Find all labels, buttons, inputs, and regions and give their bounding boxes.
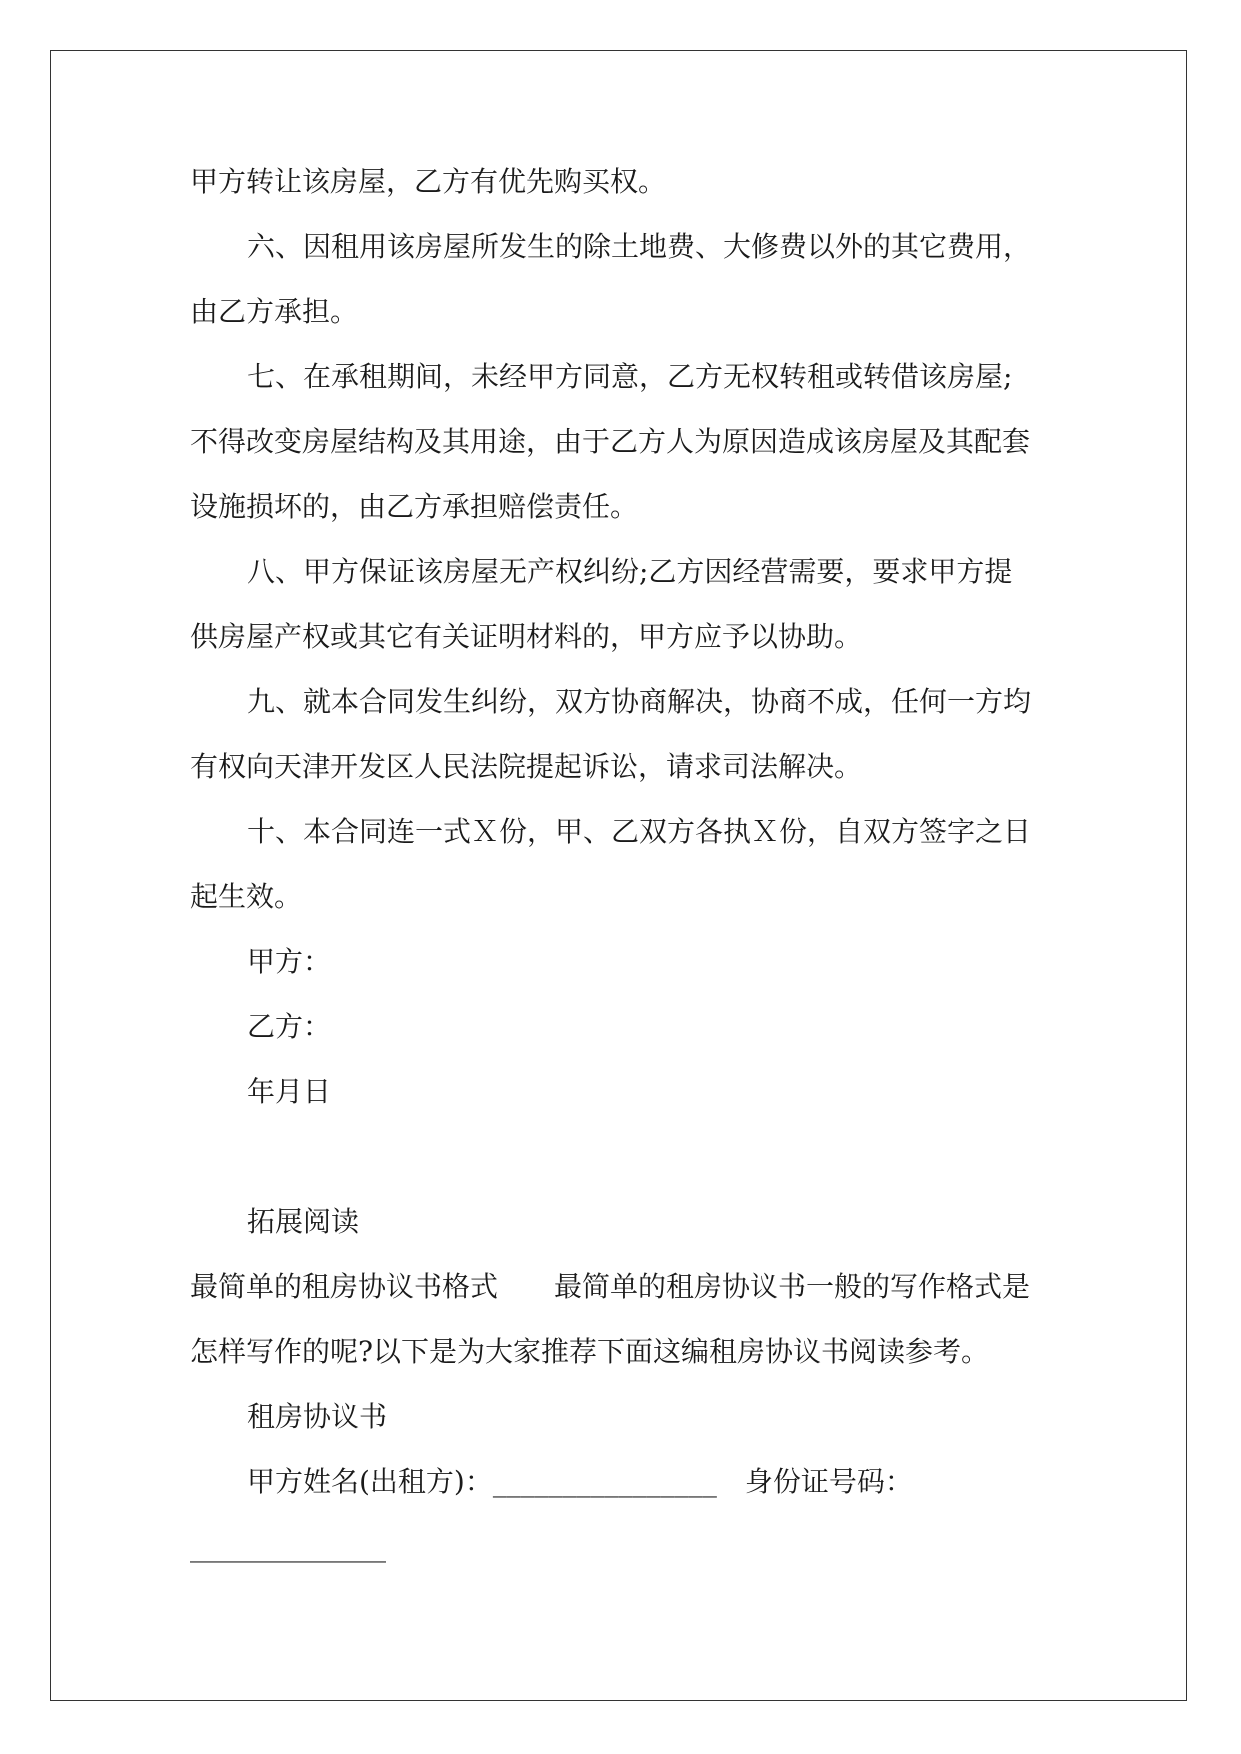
text-line: 有权向天津开发区人民法院提起诉讼，请求司法解决。	[190, 750, 863, 783]
text-line: 十、本合同连一式Ｘ份，甲、乙双方各执Ｘ份，自双方签字之日	[247, 815, 1032, 848]
id-number-blank: ______________	[190, 1530, 386, 1563]
text-line: 七、在承租期间，未经甲方同意，乙方无权转租或转借该房屋;	[247, 360, 1013, 393]
text-line: 八、甲方保证该房屋无产权纠纷;乙方因经营需要，要求甲方提	[247, 555, 1013, 588]
text-line: 设施损坏的，由乙方承担赔偿责任。	[190, 490, 639, 523]
section-heading: 拓展阅读	[247, 1205, 360, 1238]
text-line: 九、就本合同发生纠纷，双方协商解决，协商不成，任何一方均	[247, 685, 1032, 718]
text-line: 怎样写作的呢?以下是为大家推荐下面这编租房协议书阅读参考。	[190, 1335, 990, 1368]
signature-party-a: 甲方：	[247, 945, 332, 978]
landlord-name-field: 甲方姓名(出租方)：________________ 身份证号码：	[247, 1465, 913, 1498]
text-line: 最简单的租房协议书格式 最简单的租房协议书一般的写作格式是	[190, 1270, 1031, 1303]
text-line: 六、因租用该房屋所发生的除土地费、大修费以外的其它费用，	[247, 230, 1032, 263]
text-line: 不得改变房屋结构及其用途，由于乙方人为原因造成该房屋及其配套	[190, 425, 1031, 458]
signature-date: 年月日	[247, 1075, 332, 1108]
agreement-title: 租房协议书	[247, 1400, 388, 1433]
text-line: 供房屋产权或其它有关证明材料的，甲方应予以协助。	[190, 620, 863, 653]
text-line: 起生效。	[190, 880, 303, 913]
text-line: 甲方转让该房屋，乙方有优先购买权。	[190, 165, 667, 198]
text-line: 由乙方承担。	[190, 295, 359, 328]
signature-party-b: 乙方：	[247, 1010, 332, 1043]
